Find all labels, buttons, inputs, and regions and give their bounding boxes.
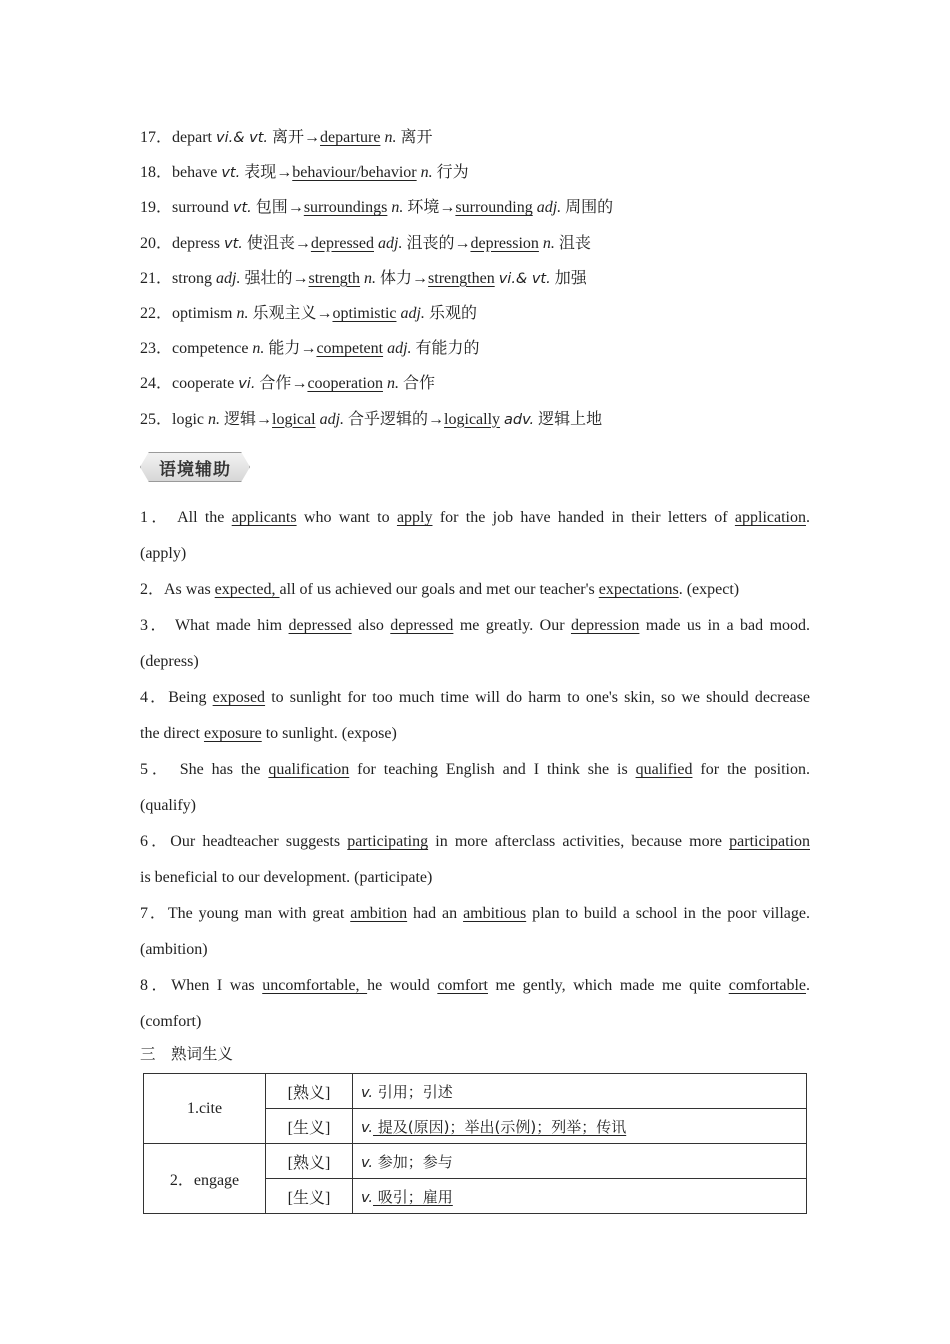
arrow: → — [287, 199, 304, 217]
section-title: 三 熟词生义 — [140, 1045, 234, 1063]
meaning: 合作 — [255, 375, 292, 393]
arrow: → — [454, 234, 471, 252]
answer-blank: depression — [570, 617, 640, 634]
derived-form: optimistic — [332, 304, 397, 322]
sentence-text: made us in a bad mood. — [639, 617, 811, 634]
derived-form: depression — [470, 234, 539, 252]
answer-blank: apply — [396, 509, 433, 526]
vocab-item — [140, 408, 820, 443]
sentence-text: . — [806, 509, 810, 526]
vocab-item — [140, 337, 820, 372]
sentence-line — [140, 680, 810, 716]
derived-form: surroundings — [303, 199, 388, 217]
answer-blank: depressed — [288, 617, 352, 634]
sentence-text: to sunlight for too much time will do harm to one's skin, so we should decrease — [265, 689, 810, 706]
vocab-item — [140, 267, 820, 302]
meaning: 使沮丧 — [242, 234, 295, 252]
meaning: 合乎逻辑的 — [344, 410, 429, 428]
vocabulary-list — [140, 126, 820, 443]
meaning: 加强 — [550, 269, 587, 287]
part-of-speech: n. — [384, 129, 397, 146]
item-number: 25． — [140, 410, 173, 428]
sentence-item — [140, 572, 810, 608]
arrow: → — [256, 410, 273, 428]
sentence-text: in more afterclass activities, because more — [428, 833, 730, 850]
arrow: → — [316, 304, 333, 322]
sentence-text: 7．The young man with great — [140, 905, 351, 922]
sentence-text: me gently, which made me quite — [487, 977, 729, 994]
part-of-speech: n. — [391, 199, 404, 217]
sentence-text: (qualify) — [140, 797, 196, 814]
vocab-item — [140, 126, 820, 161]
entry-word: 2．engage — [144, 1144, 266, 1214]
part-of-speech: adj. — [319, 410, 345, 428]
meaning-row — [144, 1074, 807, 1109]
meaning: 合作 — [398, 375, 435, 393]
sentence-text: 5． She has the — [140, 761, 269, 778]
sentence-item — [140, 968, 810, 1040]
item-number: 18． — [140, 164, 173, 182]
derived-form: cooperation — [307, 375, 383, 393]
meaning: 有能力的 — [411, 340, 480, 358]
derived-form: depressed — [310, 234, 374, 252]
sentence-text: is beneficial to our development. (participate) — [140, 869, 433, 886]
answer-blank: depressed — [390, 617, 454, 634]
arrow: → — [294, 234, 311, 252]
sentence-line — [140, 896, 810, 932]
definition-text: 引用；引述 — [373, 1082, 453, 1101]
sentence-text: 8．When I was — [140, 977, 263, 994]
sentence-item — [140, 824, 810, 896]
answer-blank: comfort — [437, 977, 488, 994]
sentence-item — [140, 752, 810, 824]
part-of-speech: adj. — [400, 304, 425, 322]
part-of-speech: n. — [364, 269, 377, 287]
sentence-text: the direct — [140, 725, 204, 742]
badge-label: 语境辅助 — [159, 459, 231, 480]
sentence-text: (comfort) — [140, 1013, 202, 1030]
answer-blank: ambition — [350, 905, 408, 922]
answer-blank: expected, — [214, 581, 280, 598]
sentence-text: 1． All the — [140, 509, 232, 526]
sentence-item — [140, 608, 810, 680]
sentence-text: . — [806, 977, 811, 994]
meaning-tag: [熟义] — [266, 1074, 353, 1109]
derived-form: departure — [320, 129, 381, 146]
meaning: 沮丧的 — [402, 234, 455, 252]
sentence-line — [140, 1004, 810, 1040]
item-number: 24． — [140, 375, 173, 393]
derived-form: logical — [272, 410, 316, 428]
sentence-line — [140, 608, 810, 644]
sentence-text: all of us achieved our goals and met our teacher's — [279, 581, 599, 598]
sentence-line — [140, 536, 810, 572]
part-of-speech: vt. — [224, 235, 243, 252]
sentence-text: for the job have handed in their letters of — [432, 509, 735, 526]
meaning: 行为 — [432, 164, 469, 182]
sentence-line — [140, 788, 810, 824]
answer-blank: ambitious — [463, 905, 527, 922]
sentence-text: me greatly. Our — [453, 617, 571, 634]
sentence-text: to sunlight. (expose) — [261, 725, 397, 742]
meaning-definition — [353, 1179, 807, 1214]
meaning-definition — [353, 1074, 807, 1109]
sentence-text: 2．As was — [140, 581, 215, 598]
headword: depart — [172, 129, 216, 146]
meaning-tag: [生义] — [266, 1179, 353, 1214]
sentence-text: for teaching English and I think she is — [349, 761, 636, 778]
meaning: 沮丧 — [554, 234, 591, 252]
entry-word: 1.cite — [144, 1074, 266, 1144]
sentence-text: (apply) — [140, 545, 187, 562]
sentence-line — [140, 824, 810, 860]
meaning: 离开 — [268, 129, 305, 146]
part-of-speech: adj. — [536, 199, 562, 217]
meaning-row — [144, 1144, 807, 1179]
part-of-speech: n. — [236, 304, 249, 322]
part-of-speech: vt. — [232, 200, 252, 217]
meaning: 乐观的 — [424, 304, 477, 322]
arrow: → — [300, 340, 317, 358]
answer-blank: comfortable — [728, 977, 807, 994]
derived-form: logically — [444, 410, 501, 428]
headword: competence — [172, 340, 253, 358]
derived-form: strength — [308, 269, 361, 287]
part-of-speech: adj. — [378, 234, 403, 252]
part-of-speech: v. — [361, 1119, 374, 1136]
sentence-text: (depress) — [140, 653, 199, 670]
answer-blank: qualified — [635, 761, 693, 778]
answer-blank: application — [734, 509, 806, 526]
sentence-text: for the position. — [692, 761, 810, 778]
part-of-speech: n. — [386, 375, 399, 393]
headword: cooperate — [172, 375, 239, 393]
sentence-line — [140, 500, 810, 536]
meaning: 周围的 — [561, 199, 614, 217]
item-number: 17． — [140, 129, 173, 146]
part-of-speech: adj. — [387, 340, 412, 358]
sentence-line — [140, 716, 810, 752]
arrow: → — [276, 164, 293, 182]
meaning: 包围 — [251, 199, 288, 217]
arrow: → — [304, 129, 321, 146]
part-of-speech: n. — [208, 410, 221, 428]
answer-blank: participating — [347, 833, 429, 850]
sentence-text: had an — [407, 905, 464, 922]
meaning: 逻辑上地 — [534, 410, 603, 428]
item-number: 20． — [140, 234, 173, 252]
sentence-line — [140, 644, 810, 680]
part-of-speech: adv. — [504, 411, 535, 428]
derived-form: behaviour/behavior — [292, 164, 417, 182]
vocab-item — [140, 232, 820, 267]
sentence-text: who want to — [296, 509, 397, 526]
vocab-item — [140, 161, 820, 196]
definition-text: 参加；参与 — [373, 1152, 453, 1171]
meaning: 逻辑 — [220, 410, 257, 428]
derived-form: surrounding — [455, 199, 533, 217]
sentence-line — [140, 572, 810, 608]
answer-blank: participation — [729, 833, 810, 850]
part-of-speech: v. — [361, 1189, 374, 1206]
headword: strong — [172, 269, 217, 287]
sentence-text: he would — [367, 977, 438, 994]
meaning: 表现 — [240, 164, 277, 182]
meaning: 离开 — [396, 129, 433, 146]
sentence-line — [140, 968, 810, 1004]
sentence-text: plan to build a school in the poor village. — [526, 905, 810, 922]
sentence-text: 4．Being — [140, 689, 213, 706]
sentence-item — [140, 680, 810, 752]
sentence-text: also — [351, 617, 391, 634]
answer-blank: applicants — [231, 509, 297, 526]
meaning-tag: [熟义] — [266, 1144, 353, 1179]
arrow: → — [412, 269, 429, 287]
item-number: 23． — [140, 340, 173, 358]
part-of-speech: vt. — [221, 165, 241, 182]
sentence-line — [140, 860, 810, 896]
meanings-table — [143, 1073, 807, 1214]
answer-blank: uncomfortable, — [262, 977, 368, 994]
meaning: 环境 — [403, 199, 440, 217]
answer-blank: expectations — [598, 581, 679, 598]
meaning-definition — [353, 1109, 807, 1144]
context-help-badge — [140, 452, 250, 482]
meaning-definition — [353, 1144, 807, 1179]
answer-blank: exposed — [212, 689, 266, 706]
vocab-item — [140, 302, 820, 337]
arrow: → — [292, 269, 309, 287]
meaning: 强壮的 — [240, 269, 293, 287]
part-of-speech: v. — [361, 1154, 374, 1171]
headword: optimism — [172, 304, 237, 322]
definition-text: 提及(原因)；举出(示例)；列举；传讯 — [373, 1117, 627, 1136]
part-of-speech: vi.& vt. — [498, 270, 551, 287]
meaning: 能力 — [264, 340, 301, 358]
arrow: → — [428, 410, 445, 428]
sentence-line — [140, 932, 810, 968]
arrow: → — [439, 199, 456, 217]
part-of-speech: n. — [420, 164, 433, 182]
part-of-speech: v. — [361, 1084, 374, 1101]
headword: depress — [172, 234, 224, 252]
meaning: 体力 — [376, 269, 413, 287]
arrow: → — [291, 375, 308, 393]
item-number: 21． — [140, 269, 173, 287]
definition-text: 吸引；雇用 — [373, 1187, 453, 1206]
item-number: 22． — [140, 304, 173, 322]
sentence-text: (ambition) — [140, 941, 208, 958]
meaning-tag: [生义] — [266, 1109, 353, 1144]
meaning: 乐观主义 — [248, 304, 317, 322]
vocab-item — [140, 196, 820, 231]
answer-blank: qualification — [268, 761, 350, 778]
part-of-speech: n. — [252, 340, 265, 358]
sentence-text: 3． What made him — [140, 617, 289, 634]
sentence-item — [140, 500, 810, 572]
example-sentences — [140, 500, 810, 1040]
derived-form: strengthen — [428, 269, 495, 287]
sentence-line — [140, 752, 810, 788]
headword: logic — [172, 410, 209, 428]
part-of-speech: vi. — [238, 376, 256, 393]
item-number: 19． — [140, 199, 173, 217]
vocab-item — [140, 372, 820, 407]
part-of-speech: vi.& vt. — [216, 130, 269, 146]
sentence-text: 6．Our headteacher suggests — [140, 833, 348, 850]
answer-blank: exposure — [203, 725, 262, 742]
part-of-speech: adj. — [216, 269, 241, 287]
derived-form: competent — [316, 340, 384, 358]
sentence-item — [140, 896, 810, 968]
sentence-text: . (expect) — [678, 581, 740, 598]
headword: surround — [172, 199, 233, 217]
part-of-speech: n. — [542, 234, 555, 252]
headword: behave — [172, 164, 222, 182]
